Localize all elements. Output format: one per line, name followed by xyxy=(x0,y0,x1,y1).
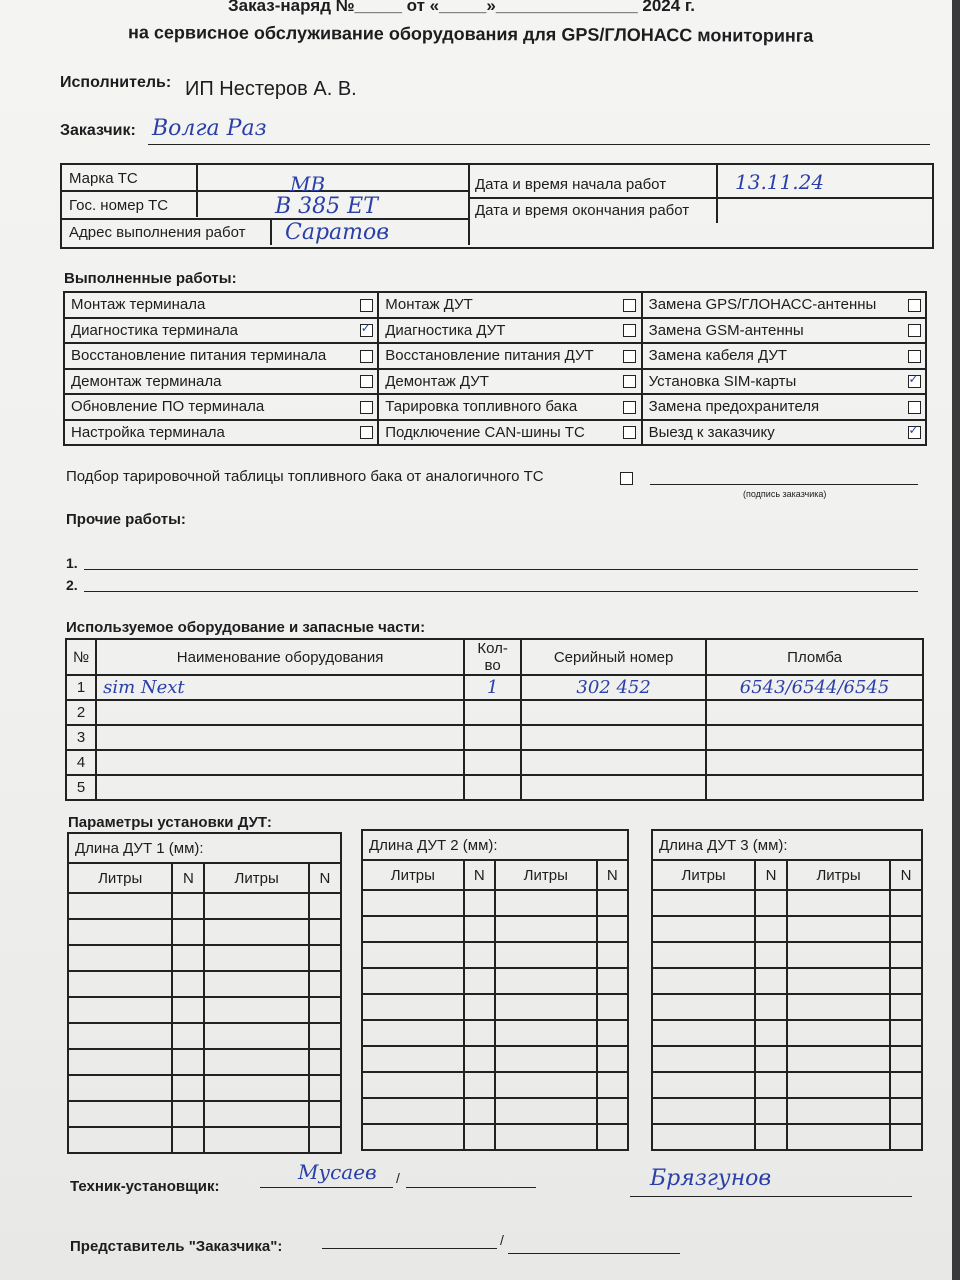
dut-cell[interactable] xyxy=(597,890,628,916)
dut-cell[interactable] xyxy=(787,1020,890,1046)
dut-cell[interactable] xyxy=(172,1075,204,1101)
dut-table-2 xyxy=(361,829,629,1151)
checkbox-icon xyxy=(623,426,636,439)
checkbox-icon xyxy=(908,426,921,439)
start-value: 13.11.24 xyxy=(735,170,825,194)
dut-cell[interactable] xyxy=(204,893,308,919)
dut-cell[interactable] xyxy=(362,916,464,942)
other-item-2: 2. xyxy=(66,577,78,593)
dut-cell[interactable] xyxy=(68,919,172,945)
dut-cell[interactable] xyxy=(755,942,787,968)
dut-cell[interactable] xyxy=(755,994,787,1020)
technician-signature-2: Брязгунов xyxy=(650,1166,772,1191)
dut-column-header: N xyxy=(464,860,495,890)
equipment-cell xyxy=(521,750,706,775)
dut-cell[interactable] xyxy=(890,1098,922,1124)
work-item-checkbox[interactable] xyxy=(903,318,926,344)
dut-cell[interactable] xyxy=(652,1124,755,1150)
work-item-label: Демонтаж ДУТ xyxy=(378,369,618,395)
dut-cell[interactable] xyxy=(495,994,597,1020)
technician-label: Техник-установщик: xyxy=(70,1178,220,1195)
technician-line-3 xyxy=(630,1196,912,1197)
works-row xyxy=(64,420,926,446)
title-line-2: на сервисное обслуживание оборудования для GPS/ГЛОНАСС мониторинга xyxy=(127,22,814,46)
work-item-checkbox[interactable] xyxy=(903,420,926,446)
work-item-label: Тарировка топливного бака xyxy=(378,394,618,420)
representative-line-1 xyxy=(322,1248,497,1249)
dut-cell[interactable] xyxy=(787,1098,890,1124)
equipment-cell xyxy=(96,700,464,725)
dut-column-header: N xyxy=(309,863,341,893)
equipment-header-cell: Кол-во xyxy=(464,639,521,675)
dut-column-header: Литры xyxy=(652,860,755,890)
equipment-cell xyxy=(96,725,464,750)
dut-cell[interactable] xyxy=(495,968,597,994)
other-works-title: Прочие работы: xyxy=(66,511,186,528)
dut-cell[interactable] xyxy=(204,1049,308,1075)
plate-label: Гос. номер ТС xyxy=(69,197,169,214)
dut-cell[interactable] xyxy=(787,994,890,1020)
equipment-cell xyxy=(521,725,706,750)
work-item-label: Замена предохранителя xyxy=(642,394,903,420)
dut-cell[interactable] xyxy=(652,916,755,942)
checkbox-icon xyxy=(623,401,636,414)
dut-cell[interactable] xyxy=(464,968,495,994)
equipment-cell: 2 xyxy=(66,700,96,725)
equipment-row xyxy=(66,750,923,775)
executor-label: Исполнитель: xyxy=(60,74,172,91)
dut-cell[interactable] xyxy=(755,1046,787,1072)
checkbox-icon xyxy=(908,299,921,312)
dut-cell[interactable] xyxy=(890,916,922,942)
dut-cell[interactable] xyxy=(755,1098,787,1124)
work-item-checkbox[interactable] xyxy=(619,394,642,420)
dut-cell[interactable] xyxy=(68,997,172,1023)
work-item-label: Восстановление питания терминала xyxy=(64,343,355,369)
customer-signature-line xyxy=(650,484,918,485)
work-item-label: Монтаж ДУТ xyxy=(378,292,618,318)
executor-value: ИП Нестеров А. В. xyxy=(185,78,357,100)
dut-cell[interactable] xyxy=(309,1023,341,1049)
dut-cell[interactable] xyxy=(204,971,308,997)
equipment-cell xyxy=(706,775,923,800)
dut-column-header: N xyxy=(890,860,922,890)
dut-cell[interactable] xyxy=(890,1020,922,1046)
other-item-1-line xyxy=(84,569,918,570)
dut-cell[interactable] xyxy=(597,968,628,994)
dut-cell[interactable] xyxy=(464,890,495,916)
equipment-cell: sim Next xyxy=(96,675,464,700)
dut-cell[interactable] xyxy=(787,890,890,916)
technician-signature: Мусаев xyxy=(298,1160,377,1184)
work-item-label: Диагностика терминала xyxy=(64,318,355,344)
dut-cell[interactable] xyxy=(755,890,787,916)
checkbox-icon xyxy=(360,401,373,414)
work-item-label: Восстановление питания ДУТ xyxy=(378,343,618,369)
work-item-label: Диагностика ДУТ xyxy=(378,318,618,344)
dut-column-header: N xyxy=(755,860,787,890)
dut-cell[interactable] xyxy=(68,971,172,997)
work-item-checkbox[interactable] xyxy=(903,369,926,395)
work-item-checkbox[interactable] xyxy=(355,292,378,318)
technician-line-2 xyxy=(406,1187,536,1188)
dut-cell[interactable] xyxy=(787,916,890,942)
equipment-cell xyxy=(464,725,521,750)
dut-cell[interactable] xyxy=(755,968,787,994)
dut-column-header: Литры xyxy=(204,863,308,893)
work-item-label: Установка SIM-карты xyxy=(642,369,903,395)
dut-cell[interactable] xyxy=(755,916,787,942)
dut-cell[interactable] xyxy=(204,1101,308,1127)
checkbox-icon xyxy=(908,401,921,414)
equipment-cell xyxy=(464,700,521,725)
work-item-label: Настройка терминала xyxy=(64,420,355,446)
representative-label: Представитель "Заказчика": xyxy=(70,1238,283,1255)
equipment-table xyxy=(65,638,924,801)
other-item-2-line xyxy=(84,591,918,592)
work-item-checkbox[interactable] xyxy=(355,318,378,344)
equipment-row xyxy=(66,775,923,800)
dut-cell[interactable] xyxy=(204,1023,308,1049)
dut-cell[interactable] xyxy=(890,1046,922,1072)
dut-cell[interactable] xyxy=(204,945,308,971)
dut-cell[interactable] xyxy=(362,1072,464,1098)
dut-cell[interactable] xyxy=(68,1075,172,1101)
dut-cell[interactable] xyxy=(172,1101,204,1127)
dut-cell[interactable] xyxy=(172,893,204,919)
dut-cell[interactable] xyxy=(787,968,890,994)
dut-cell[interactable] xyxy=(309,945,341,971)
dut-cell[interactable] xyxy=(309,919,341,945)
dut-caption: Длина ДУТ 1 (мм): xyxy=(68,833,341,863)
equipment-cell: 6543/6544/6545 xyxy=(706,675,923,700)
dut-cell[interactable] xyxy=(68,893,172,919)
dut-cell[interactable] xyxy=(755,1124,787,1150)
checkbox-icon xyxy=(623,375,636,388)
dut-cell[interactable] xyxy=(787,1124,890,1150)
dut-cell[interactable] xyxy=(204,919,308,945)
dut-cell[interactable] xyxy=(755,1020,787,1046)
technician-line-1 xyxy=(260,1187,393,1188)
dut-cell[interactable] xyxy=(890,968,922,994)
work-item-checkbox[interactable] xyxy=(619,369,642,395)
dut-cell[interactable] xyxy=(204,997,308,1023)
dut-cell[interactable] xyxy=(309,893,341,919)
dut-cell[interactable] xyxy=(464,1072,495,1098)
checkbox-icon xyxy=(908,375,921,388)
dut-cell[interactable] xyxy=(652,1046,755,1072)
address-label: Адрес выполнения работ xyxy=(69,224,246,241)
dut-cell[interactable] xyxy=(68,1023,172,1049)
work-item-checkbox[interactable] xyxy=(619,292,642,318)
dut-cell[interactable] xyxy=(362,968,464,994)
dut-cell[interactable] xyxy=(597,1046,628,1072)
equipment-row xyxy=(66,700,923,725)
work-item-label: Монтаж терминала xyxy=(64,292,355,318)
equipment-cell xyxy=(464,775,521,800)
dut-cell[interactable] xyxy=(362,1020,464,1046)
equipment-header-cell: Серийный номер xyxy=(521,639,706,675)
dut-caption: Длина ДУТ 2 (мм): xyxy=(362,830,628,860)
equipment-cell xyxy=(96,775,464,800)
dut-column-header: Литры xyxy=(362,860,464,890)
equipment-title: Используемое оборудование и запасные части: xyxy=(66,619,426,636)
customer-label: Заказчик: xyxy=(60,122,136,139)
dut-cell[interactable] xyxy=(172,1127,204,1153)
work-item-checkbox[interactable] xyxy=(355,343,378,369)
dut-cell[interactable] xyxy=(890,994,922,1020)
work-item-label: Демонтаж терминала xyxy=(64,369,355,395)
checkbox-icon xyxy=(360,324,373,337)
equipment-cell: 3 xyxy=(66,725,96,750)
equipment-cell: 302 452 xyxy=(521,675,706,700)
dut-caption: Длина ДУТ 3 (мм): xyxy=(652,830,922,860)
dut-cell[interactable] xyxy=(172,919,204,945)
dut-cell[interactable] xyxy=(362,1124,464,1150)
checkbox-icon xyxy=(360,375,373,388)
dut-cell[interactable] xyxy=(309,1049,341,1075)
brand-value: MB xyxy=(290,172,326,196)
dut-table-1 xyxy=(67,832,342,1154)
dut-cell[interactable] xyxy=(68,1101,172,1127)
dut-cell[interactable] xyxy=(309,997,341,1023)
dut-cell[interactable] xyxy=(787,1046,890,1072)
equipment-cell xyxy=(706,700,923,725)
dut-cell[interactable] xyxy=(172,1023,204,1049)
end-label: Дата и время окончания работ xyxy=(475,202,690,219)
dut-cell[interactable] xyxy=(172,945,204,971)
dut-cell[interactable] xyxy=(652,1020,755,1046)
dut-cell[interactable] xyxy=(597,942,628,968)
page-edge xyxy=(952,0,960,1280)
checkbox-icon xyxy=(623,350,636,363)
dut-column-header: Литры xyxy=(68,863,172,893)
other-item-1: 1. xyxy=(66,555,78,571)
dut-cell[interactable] xyxy=(597,1098,628,1124)
dut-cell[interactable] xyxy=(68,945,172,971)
dut-cell[interactable] xyxy=(362,942,464,968)
dut-cell[interactable] xyxy=(309,1127,341,1153)
dut-cell[interactable] xyxy=(309,1101,341,1127)
dut-cell[interactable] xyxy=(890,1072,922,1098)
dut-title: Параметры установки ДУТ: xyxy=(68,814,272,831)
dut-cell[interactable] xyxy=(204,1075,308,1101)
dut-cell[interactable] xyxy=(890,942,922,968)
works-table xyxy=(63,291,927,446)
dut-cell[interactable] xyxy=(652,890,755,916)
dut-cell[interactable] xyxy=(597,916,628,942)
dut-cell[interactable] xyxy=(68,1049,172,1075)
checkbox-icon xyxy=(360,299,373,312)
work-item-checkbox[interactable] xyxy=(903,292,926,318)
works-row xyxy=(64,292,926,318)
dut-cell[interactable] xyxy=(597,994,628,1020)
checkbox-icon xyxy=(623,299,636,312)
equipment-header-cell: Пломба xyxy=(706,639,923,675)
dut-cell[interactable] xyxy=(309,1075,341,1101)
works-row xyxy=(64,343,926,369)
checkbox-icon xyxy=(908,350,921,363)
dut-cell[interactable] xyxy=(495,942,597,968)
equipment-header-row xyxy=(66,639,923,675)
dut-cell[interactable] xyxy=(172,997,204,1023)
dut-cell[interactable] xyxy=(597,1020,628,1046)
dut-cell[interactable] xyxy=(172,971,204,997)
work-item-checkbox[interactable] xyxy=(903,343,926,369)
work-item-checkbox[interactable] xyxy=(619,343,642,369)
dut-column-header: Литры xyxy=(787,860,890,890)
dut-cell[interactable] xyxy=(464,916,495,942)
equipment-cell xyxy=(521,700,706,725)
checkbox-icon xyxy=(623,324,636,337)
equipment-header-cell: № xyxy=(66,639,96,675)
equipment-row xyxy=(66,725,923,750)
dut-cell[interactable] xyxy=(495,1098,597,1124)
dut-cell[interactable] xyxy=(495,1020,597,1046)
equipment-cell: 4 xyxy=(66,750,96,775)
calibration-checkbox[interactable] xyxy=(620,470,633,488)
dut-table-3 xyxy=(651,829,923,1151)
dut-cell[interactable] xyxy=(362,1098,464,1124)
works-title: Выполненные работы: xyxy=(64,270,237,287)
dut-cell[interactable] xyxy=(464,942,495,968)
dut-column-header: N xyxy=(172,863,204,893)
dut-cell[interactable] xyxy=(890,890,922,916)
dut-cell[interactable] xyxy=(755,1072,787,1098)
signature-caption: (подпись заказчика) xyxy=(743,489,827,499)
dut-cell[interactable] xyxy=(597,1072,628,1098)
work-item-label: Выезд к заказчику xyxy=(642,420,903,446)
address-value: Саратов xyxy=(285,220,390,245)
equipment-cell xyxy=(96,750,464,775)
dut-cell[interactable] xyxy=(652,968,755,994)
dut-cell[interactable] xyxy=(652,994,755,1020)
equipment-row xyxy=(66,675,923,700)
dut-column-header: Литры xyxy=(495,860,597,890)
equipment-header-cell: Наименование оборудования xyxy=(96,639,464,675)
work-item-label: Обновление ПО терминала xyxy=(64,394,355,420)
work-item-checkbox[interactable] xyxy=(355,394,378,420)
representative-line-2 xyxy=(508,1253,680,1254)
work-item-label: Подключение CAN-шины ТС xyxy=(378,420,618,446)
dut-cell[interactable] xyxy=(68,1127,172,1153)
dut-cell[interactable] xyxy=(787,942,890,968)
dut-cell[interactable] xyxy=(652,1072,755,1098)
work-item-label: Замена GPS/ГЛОНАСС-антенны xyxy=(642,292,903,318)
dut-cell[interactable] xyxy=(787,1072,890,1098)
work-item-checkbox[interactable] xyxy=(903,394,926,420)
customer-value: Волга Раз xyxy=(152,116,267,141)
dut-cell[interactable] xyxy=(495,1072,597,1098)
calibration-label: Подбор тарировочной таблицы топливного бака от аналогичного ТС xyxy=(66,468,544,485)
work-item-label: Замена GSM-антенны xyxy=(642,318,903,344)
dut-cell[interactable] xyxy=(597,1124,628,1150)
dut-cell[interactable] xyxy=(464,1124,495,1150)
dut-cell[interactable] xyxy=(464,1098,495,1124)
dut-cell[interactable] xyxy=(362,1046,464,1072)
equipment-cell xyxy=(706,750,923,775)
equipment-cell xyxy=(464,750,521,775)
equipment-cell xyxy=(521,775,706,800)
checkbox-icon xyxy=(360,426,373,439)
checkbox-icon xyxy=(908,324,921,337)
dut-cell[interactable] xyxy=(652,1098,755,1124)
dut-cell[interactable] xyxy=(495,1124,597,1150)
dut-column-header: N xyxy=(597,860,628,890)
dut-cell[interactable] xyxy=(464,1046,495,1072)
dut-cell[interactable] xyxy=(495,916,597,942)
equipment-cell xyxy=(706,725,923,750)
equipment-cell: 1 xyxy=(66,675,96,700)
dut-cell[interactable] xyxy=(362,994,464,1020)
title-line-1: Заказ-наряд №_____ от «_____»_______________ 2024 г. xyxy=(228,0,696,15)
plate-value: В 385 ЕТ xyxy=(275,194,378,219)
brand-label: Марка ТС xyxy=(69,170,138,187)
equipment-cell: 1 xyxy=(464,675,521,700)
work-item-checkbox[interactable] xyxy=(619,420,642,446)
works-row xyxy=(64,318,926,344)
start-label: Дата и время начала работ xyxy=(475,176,667,193)
work-item-checkbox[interactable] xyxy=(619,318,642,344)
dut-cell[interactable] xyxy=(172,1049,204,1075)
work-item-label: Замена кабеля ДУТ xyxy=(642,343,903,369)
customer-underline xyxy=(148,144,930,145)
dut-cell[interactable] xyxy=(309,971,341,997)
equipment-cell: 5 xyxy=(66,775,96,800)
dut-cell[interactable] xyxy=(464,1020,495,1046)
dut-cell[interactable] xyxy=(495,890,597,916)
dut-cell[interactable] xyxy=(495,1046,597,1072)
dut-cell[interactable] xyxy=(362,890,464,916)
work-item-checkbox[interactable] xyxy=(355,420,378,446)
dut-cell[interactable] xyxy=(464,994,495,1020)
dut-cell[interactable] xyxy=(890,1124,922,1150)
works-row xyxy=(64,394,926,420)
checkbox-icon xyxy=(360,350,373,363)
works-row xyxy=(64,369,926,395)
dut-cell[interactable] xyxy=(204,1127,308,1153)
work-item-checkbox[interactable] xyxy=(355,369,378,395)
dut-cell[interactable] xyxy=(652,942,755,968)
